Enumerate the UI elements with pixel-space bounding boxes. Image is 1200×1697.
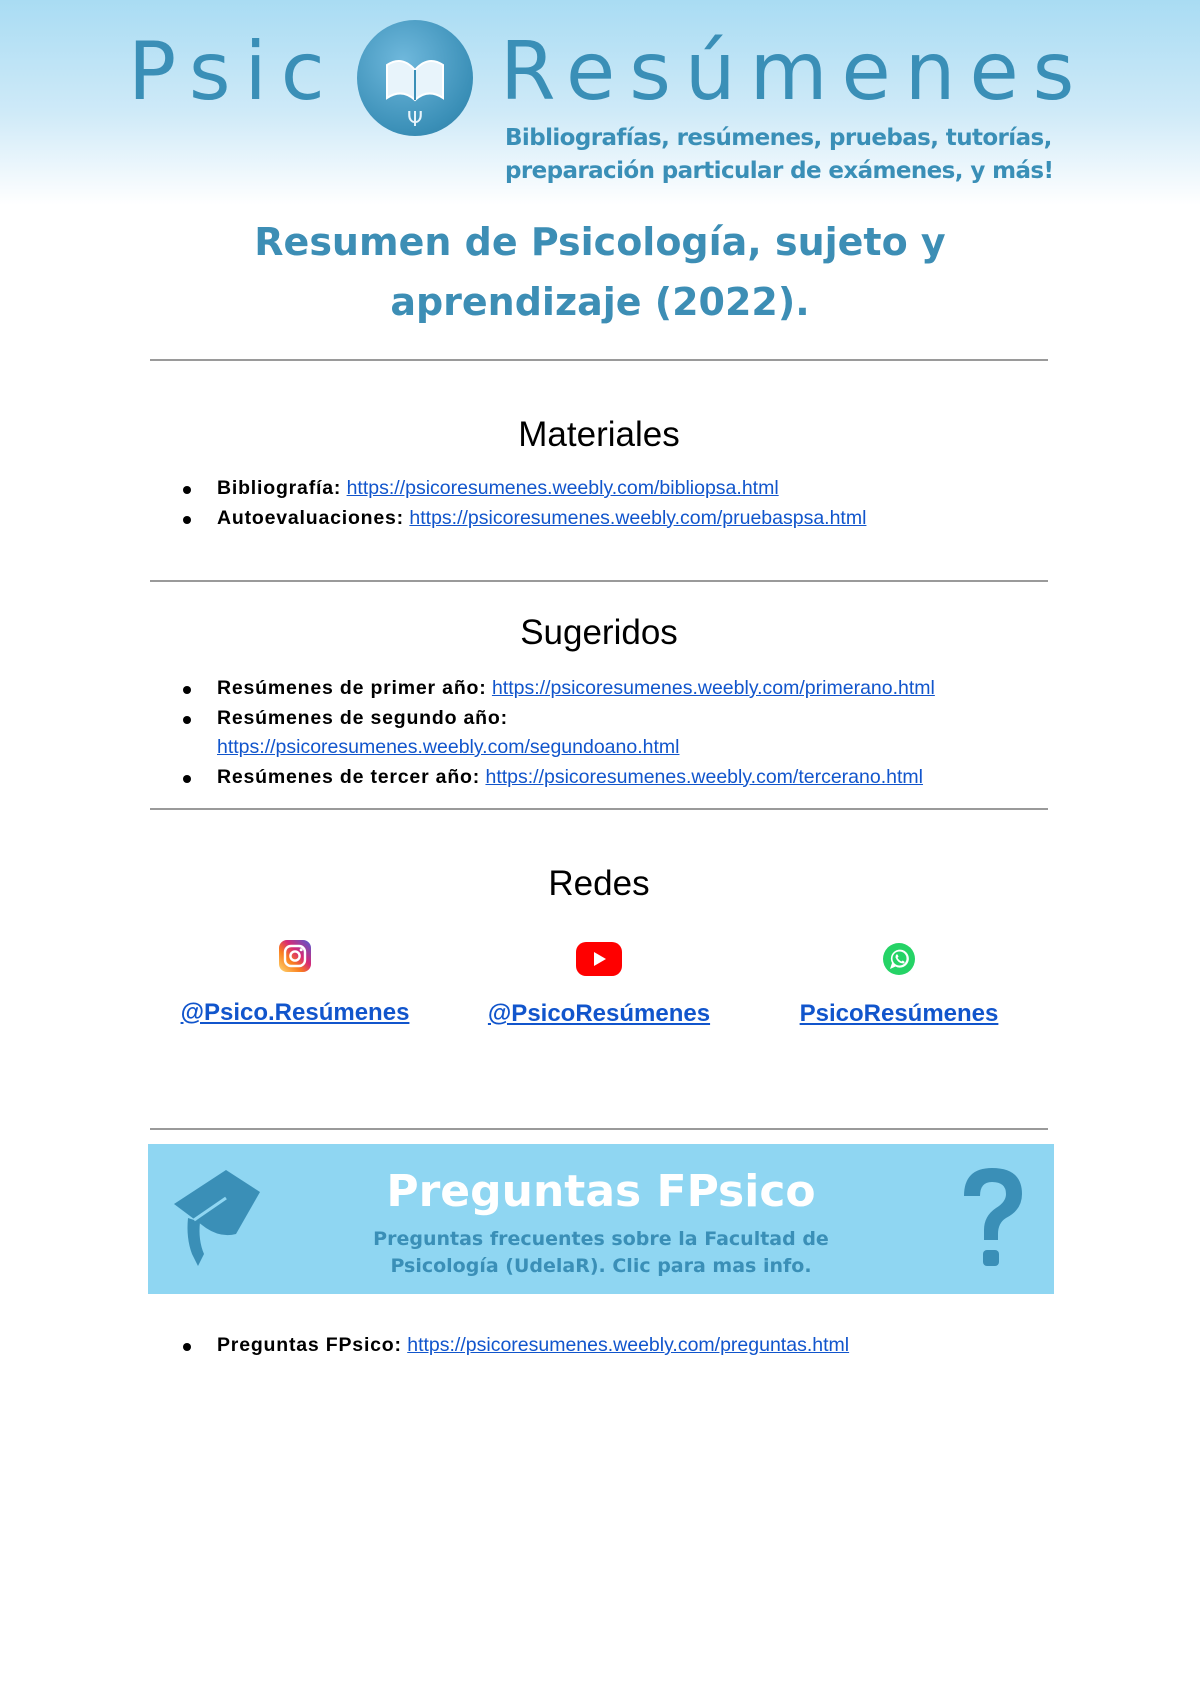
divider [150,1128,1048,1130]
banner-title: Preguntas FPsico [386,1166,816,1217]
instagram-icon[interactable] [279,940,311,972]
page-title: Resumen de Psicología, sujeto y aprendizaje (2022). [254,220,946,324]
list-item [183,474,866,504]
instagram-link[interactable]: @Psico.Resúmenes [180,999,410,1026]
list-item-label: Resúmenes de segundo año: [217,706,508,729]
preguntas-banner[interactable] [148,1144,1054,1294]
list-item [183,1331,849,1361]
whatsapp-icon[interactable] [882,942,916,976]
instagram-block [168,940,422,1027]
list-item-label: Resúmenes de tercer año: [217,765,481,788]
youtube-block [472,942,726,1028]
divider [150,808,1048,810]
sugeridos-list [183,674,935,792]
youtube-icon[interactable] [576,942,622,976]
sugeridos-heading: Sugeridos [520,613,678,652]
tercer-ano-link[interactable]: https://psicoresumenes.weebly.com/tercerano.html [485,765,923,788]
list-item [183,704,935,763]
materiales-list [183,474,866,533]
materiales-heading: Materiales [518,415,680,454]
youtube-link[interactable]: @PsicoResúmenes [487,1000,711,1027]
brand-logo-icon [357,20,473,136]
brand-name-right: Resúmenes [500,25,1089,118]
divider [150,580,1048,582]
banner-subtitle: Preguntas frecuentes sobre la Facultad de Psicología (UdelaR). Clic para mas info. [373,1228,829,1277]
list-item-label: Preguntas FPsico: [217,1334,402,1356]
list-item-label: Bibliografía: [217,477,342,499]
whatsapp-block [772,942,1026,1028]
segundo-ano-link[interactable]: https://psicoresumenes.weebly.com/segundoano.html [217,736,680,758]
list-item [183,674,935,704]
list-item-label: Resúmenes de primer año: [217,677,487,699]
list-item-label: Autoevaluaciones: [217,506,404,529]
preguntas-list [183,1331,849,1361]
divider [150,359,1048,361]
list-item [183,763,935,793]
brand-name-left: Psic [128,25,339,118]
bibliografia-link[interactable]: https://psicoresumenes.weebly.com/bibliopsa.html [346,477,779,499]
primer-ano-link[interactable]: https://psicoresumenes.weebly.com/primerano.html [491,677,935,699]
autoevaluaciones-link[interactable]: https://psicoresumenes.weebly.com/pruebaspsa.html [409,506,867,529]
redes-heading: Redes [548,864,650,903]
svg-text:Ψ: Ψ [407,107,423,131]
list-item [183,504,866,534]
brand-tagline: Bibliografías, resúmenes, pruebas, tutorías, preparación particular de exámenes, y más! [505,125,1054,184]
question-mark-icon [954,1162,1030,1282]
preguntas-link[interactable]: https://psicoresumenes.weebly.com/preguntas.html [407,1334,850,1356]
page-header [0,0,1200,205]
whatsapp-link[interactable]: PsicoResúmenes [799,1000,999,1027]
